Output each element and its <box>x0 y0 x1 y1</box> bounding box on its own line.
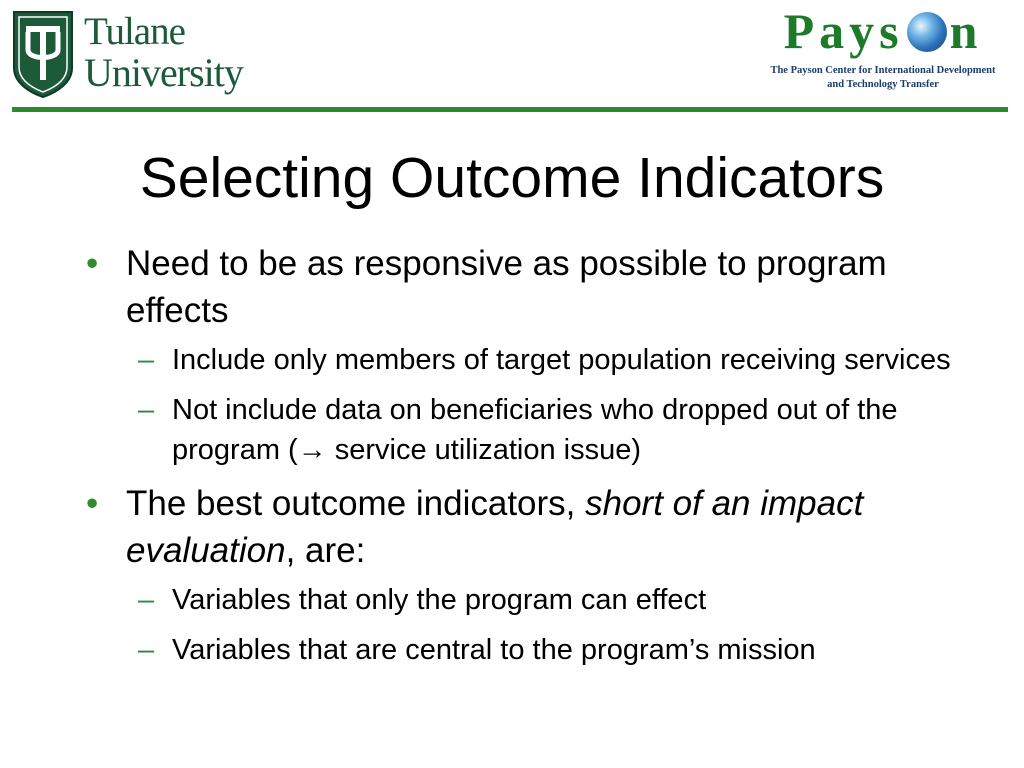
sub-bullet-marker: – <box>138 344 155 376</box>
sub-bullet-text: Variables that only the program can effect <box>172 584 707 616</box>
sub-bullet-item <box>86 390 966 470</box>
bullet-text-start: The best outcome indicators, <box>126 484 586 523</box>
payson-wordmark-left: Pays <box>783 3 904 59</box>
header-divider <box>12 107 1008 112</box>
tulane-university-logo <box>12 10 280 102</box>
sub-bullet-marker: – <box>138 584 155 616</box>
bullet-item <box>86 480 966 574</box>
sub-bullet-item <box>86 580 966 620</box>
payson-tagline-line1: The Payson Center for International Development <box>770 65 996 76</box>
tulane-wordmark-line1: Tulane <box>84 10 185 53</box>
payson-center-logo <box>748 3 1018 102</box>
bullet-text: Need to be as responsive as possible to program effects <box>126 244 887 330</box>
sub-bullet-item <box>86 630 966 670</box>
tulane-shield-icon <box>12 10 74 98</box>
bullet-text-end: , are: <box>285 531 366 570</box>
tulane-wordmark <box>84 12 243 93</box>
arrow-right-icon: → <box>297 434 327 466</box>
sub-bullet-text: Include only members of target population receiving services <box>172 344 951 376</box>
bullet-item <box>86 240 966 334</box>
payson-wordmark-right: n <box>949 3 983 59</box>
globe-icon <box>907 12 947 52</box>
bullet-marker: • <box>86 244 99 283</box>
slide-header <box>0 0 1024 112</box>
slide-body <box>86 240 966 670</box>
tulane-wordmark-line2: University <box>84 50 243 95</box>
bullet-text-emphasis: short of an impact evaluation <box>126 484 864 570</box>
bullet-marker: • <box>86 484 99 523</box>
slide-title: Selecting Outcome Indicators <box>139 146 885 210</box>
sub-bullet-text: Variables that are central to the program’s mission <box>172 634 816 666</box>
sub-bullet-marker: – <box>138 394 155 426</box>
sub-bullet-marker: – <box>138 634 155 666</box>
sub-bullet-text-end: service utilization issue) <box>326 434 641 466</box>
sub-bullet-text-start: Not include data on beneficiaries who dropped out of the program ( <box>172 394 898 466</box>
payson-wordmark <box>748 3 1018 64</box>
sub-bullet-item <box>86 340 966 380</box>
payson-tagline-line2: and Technology Transfer <box>827 79 939 90</box>
